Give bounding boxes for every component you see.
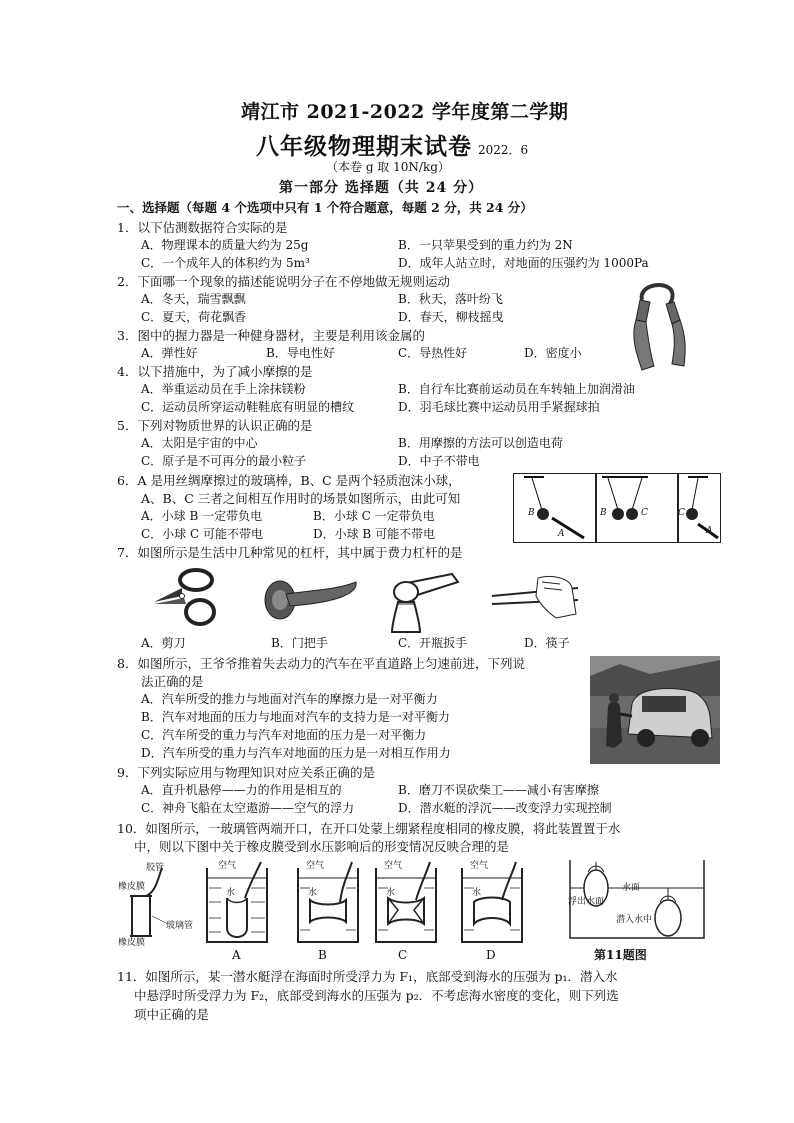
q4-option-c: C．运动员所穿运动鞋鞋底有明显的槽纹 [141, 400, 355, 414]
q10-stem-line1: 10．如图所示，一玻璃管两端开口，在开口处蒙上绷紧程度相同的橡皮膜，将此装置置于水 [117, 821, 621, 836]
grip-exerciser-figure [628, 278, 688, 374]
q6-panel2-label-b: B [600, 508, 607, 518]
q6-panel-1 [513, 473, 597, 543]
q8-stem-line2: 法正确的是 [141, 674, 204, 689]
exam-subtitle [256, 128, 528, 161]
q7-option-b: B．门把手 [271, 636, 328, 650]
label-sea-level: 水面 [622, 883, 641, 893]
q5-option-b: B．用摩擦的方法可以创造电荷 [398, 436, 563, 450]
q2-option-c: C．夏天，荷花飘香 [141, 310, 247, 324]
q3-option-a: A．弹性好 [141, 346, 198, 360]
q4-option-a: A．举重运动员在手上涂抹镁粉 [141, 382, 306, 396]
bottle-opener-figure [388, 570, 464, 632]
q6-option-a: A．小球 B 一定带负电 [141, 509, 263, 523]
exam-title: 靖江市 2021-2022 学年度第二学期 [241, 101, 569, 123]
label-air-d: 空气 [470, 861, 489, 871]
q6-option-c: C．小球 C 可能不带电 [141, 527, 263, 541]
fig11-caption: 第11题图 [594, 948, 647, 962]
q4-option-d: D．羽毛球比赛中运动员用手紧握球拍 [398, 400, 600, 414]
q2-option-a: A．冬天，瑞雪飘飘 [141, 292, 246, 306]
scissors-figure [148, 566, 220, 630]
q7-option-a: A．剪刀 [141, 636, 186, 650]
beaker-c [374, 862, 438, 946]
label-submerged: 潜入水中 [616, 915, 653, 925]
q3-stem: 3．图中的握力器是一种健身器材，主要是利用该金属的 [117, 328, 425, 343]
q6-stem-line2: A、B、C 三者之间相互作用时的场景如图所示，由此可知 [141, 491, 461, 506]
q2-option-b: B．秋天，落叶纷飞 [398, 292, 503, 306]
q8-option-a: A．汽车所受的推力与地面对汽车的摩擦力是一对平衡力 [141, 692, 438, 706]
gravity-note: （本卷 g 取 10N/kg） [326, 160, 450, 174]
label-membrane-bottom: 橡皮膜 [118, 938, 146, 948]
q6-panel1-label-a: A [558, 529, 565, 539]
q9-option-a: A．直升机悬停——力的作用是相互的 [141, 783, 342, 797]
q6-option-b: B．小球 C 一定带负电 [313, 509, 435, 523]
q2-stem: 2．下面哪一个现象的描述能说明分子在不停地做无规则运动 [117, 274, 450, 289]
q3-option-c: C．导热性好 [398, 346, 468, 360]
q9-stem: 9．下列实际应用与物理知识对应关系正确的是 [117, 765, 375, 780]
label-floating: 浮出水面 [568, 897, 605, 907]
q6-panel3-label-c: C [678, 508, 685, 518]
exam-date: 2022．6 [478, 143, 529, 157]
q6-option-d: D．小球 B 可能不带电 [313, 527, 436, 541]
q9-option-c: C．神舟飞船在太空遨游——空气的浮力 [141, 801, 355, 815]
beaker-d [460, 862, 524, 946]
q8-option-c: C．汽车所受的重力与汽车对地面的压力是一对平衡力 [141, 728, 427, 742]
door-handle-figure [262, 576, 360, 626]
q3-option-b: B．导电性好 [266, 346, 335, 360]
q7-stem: 7．如图所示是生活中几种常见的杠杆，其中属于费力杠杆的是 [117, 545, 463, 560]
q1-option-d: D．成年人站立时，对地面的压强约为 1000Pa [398, 256, 649, 270]
label-water-a: 水 [226, 888, 236, 898]
label-glue-tube: 胶管 [146, 863, 165, 873]
q5-option-d: D．中子不带电 [398, 454, 480, 468]
q2-option-d: D．春天，柳枝摇曳 [398, 310, 504, 324]
q6-stem-line1: 6．A 是用丝绸摩擦过的玻璃棒，B、C 是两个轻质泡沫小球， [117, 473, 461, 488]
part-heading: 第一部分 选择题（共 24 分） [279, 180, 484, 196]
q9-option-b: B．磨刀不误砍柴工——减小有害摩擦 [398, 783, 599, 797]
label-water-c: 水 [386, 888, 396, 898]
beaker-a [205, 862, 269, 946]
q3-option-d: D．密度小 [524, 346, 582, 360]
label-water-b: 水 [308, 888, 318, 898]
q8-stem-line1: 8．如图所示，王爷爷推着失去动力的汽车在平直道路上匀速前进，下列说 [117, 656, 525, 671]
q1-stem: 1．以下估测数据符合实际的是 [117, 220, 288, 235]
q6-panel1-label-b: B [528, 508, 535, 518]
q11-line1: 11．如图所示，某一潜水艇浮在海面时所受浮力为 F₁，底部受到海水的压强为 p₁．潜入水 [117, 969, 618, 984]
q11-line3: 项中正确的是 [134, 1007, 210, 1022]
q8-option-b: B．汽车对地面的压力与地面对汽车的支持力是一对平衡力 [141, 710, 450, 724]
beaker-label-a: A [232, 948, 241, 962]
subtitle-text: 八年级物理期末试卷 [256, 133, 472, 160]
q1-option-a: A．物理课本的质量大约为 25g [141, 238, 309, 252]
label-membrane-top: 橡皮膜 [118, 882, 146, 892]
label-glass-tube: 玻璃管 [166, 921, 194, 931]
q5-option-c: C．原子是不可再分的最小粒子 [141, 454, 307, 468]
label-air-c: 空气 [384, 861, 403, 871]
q4-stem: 4．以下措施中，为了减小摩擦的是 [117, 364, 313, 379]
beaker-label-c: C [398, 948, 408, 962]
chopsticks-figure [490, 574, 582, 624]
beaker-b [296, 862, 360, 946]
car-push-photo [590, 656, 720, 764]
q5-stem: 5．下列对物质世界的认识正确的是 [117, 418, 313, 433]
label-air-b: 空气 [306, 861, 325, 871]
q10-stem-line2: 中，则以下图中关于橡皮膜受到水压影响后的形变情况反映合理的是 [134, 839, 510, 854]
q9-option-d: D．潜水艇的浮沉——改变浮力实现控制 [398, 801, 612, 815]
label-air-a: 空气 [218, 861, 237, 871]
q1-option-c: C．一个成年人的体积约为 5m³ [141, 256, 310, 270]
q1-option-b: B．一只苹果受到的重力约为 2N [398, 238, 573, 252]
q5-option-a: A．太阳是宇宙的中心 [141, 436, 258, 450]
label-water-d: 水 [472, 888, 482, 898]
q6-panel3-label-a: A [706, 526, 713, 536]
beaker-label-d: D [486, 948, 496, 962]
q4-option-b: B．自行车比赛前运动员在车转轴上加润滑油 [398, 382, 635, 396]
q6-panel-3 [677, 473, 721, 543]
section-heading: 一、选择题（每题 4 个选项中只有 1 个符合题意，每题 2 分，共 24 分） [117, 200, 533, 215]
q11-line2: 中悬浮时所受浮力为 F₂，底部受到海水的压强为 p₂．不考虑海水密度的变化，则下列选 [134, 988, 619, 1003]
q6-panel2-label-c: C [641, 508, 648, 518]
q7-option-c: C．开瓶扳手 [398, 636, 468, 650]
beaker-label-b: B [318, 948, 327, 962]
q8-option-d: D．汽车所受的重力与汽车对地面的压力是一对相互作用力 [141, 746, 451, 760]
q7-option-d: D．筷子 [524, 636, 570, 650]
q6-panel-2 [595, 473, 679, 543]
